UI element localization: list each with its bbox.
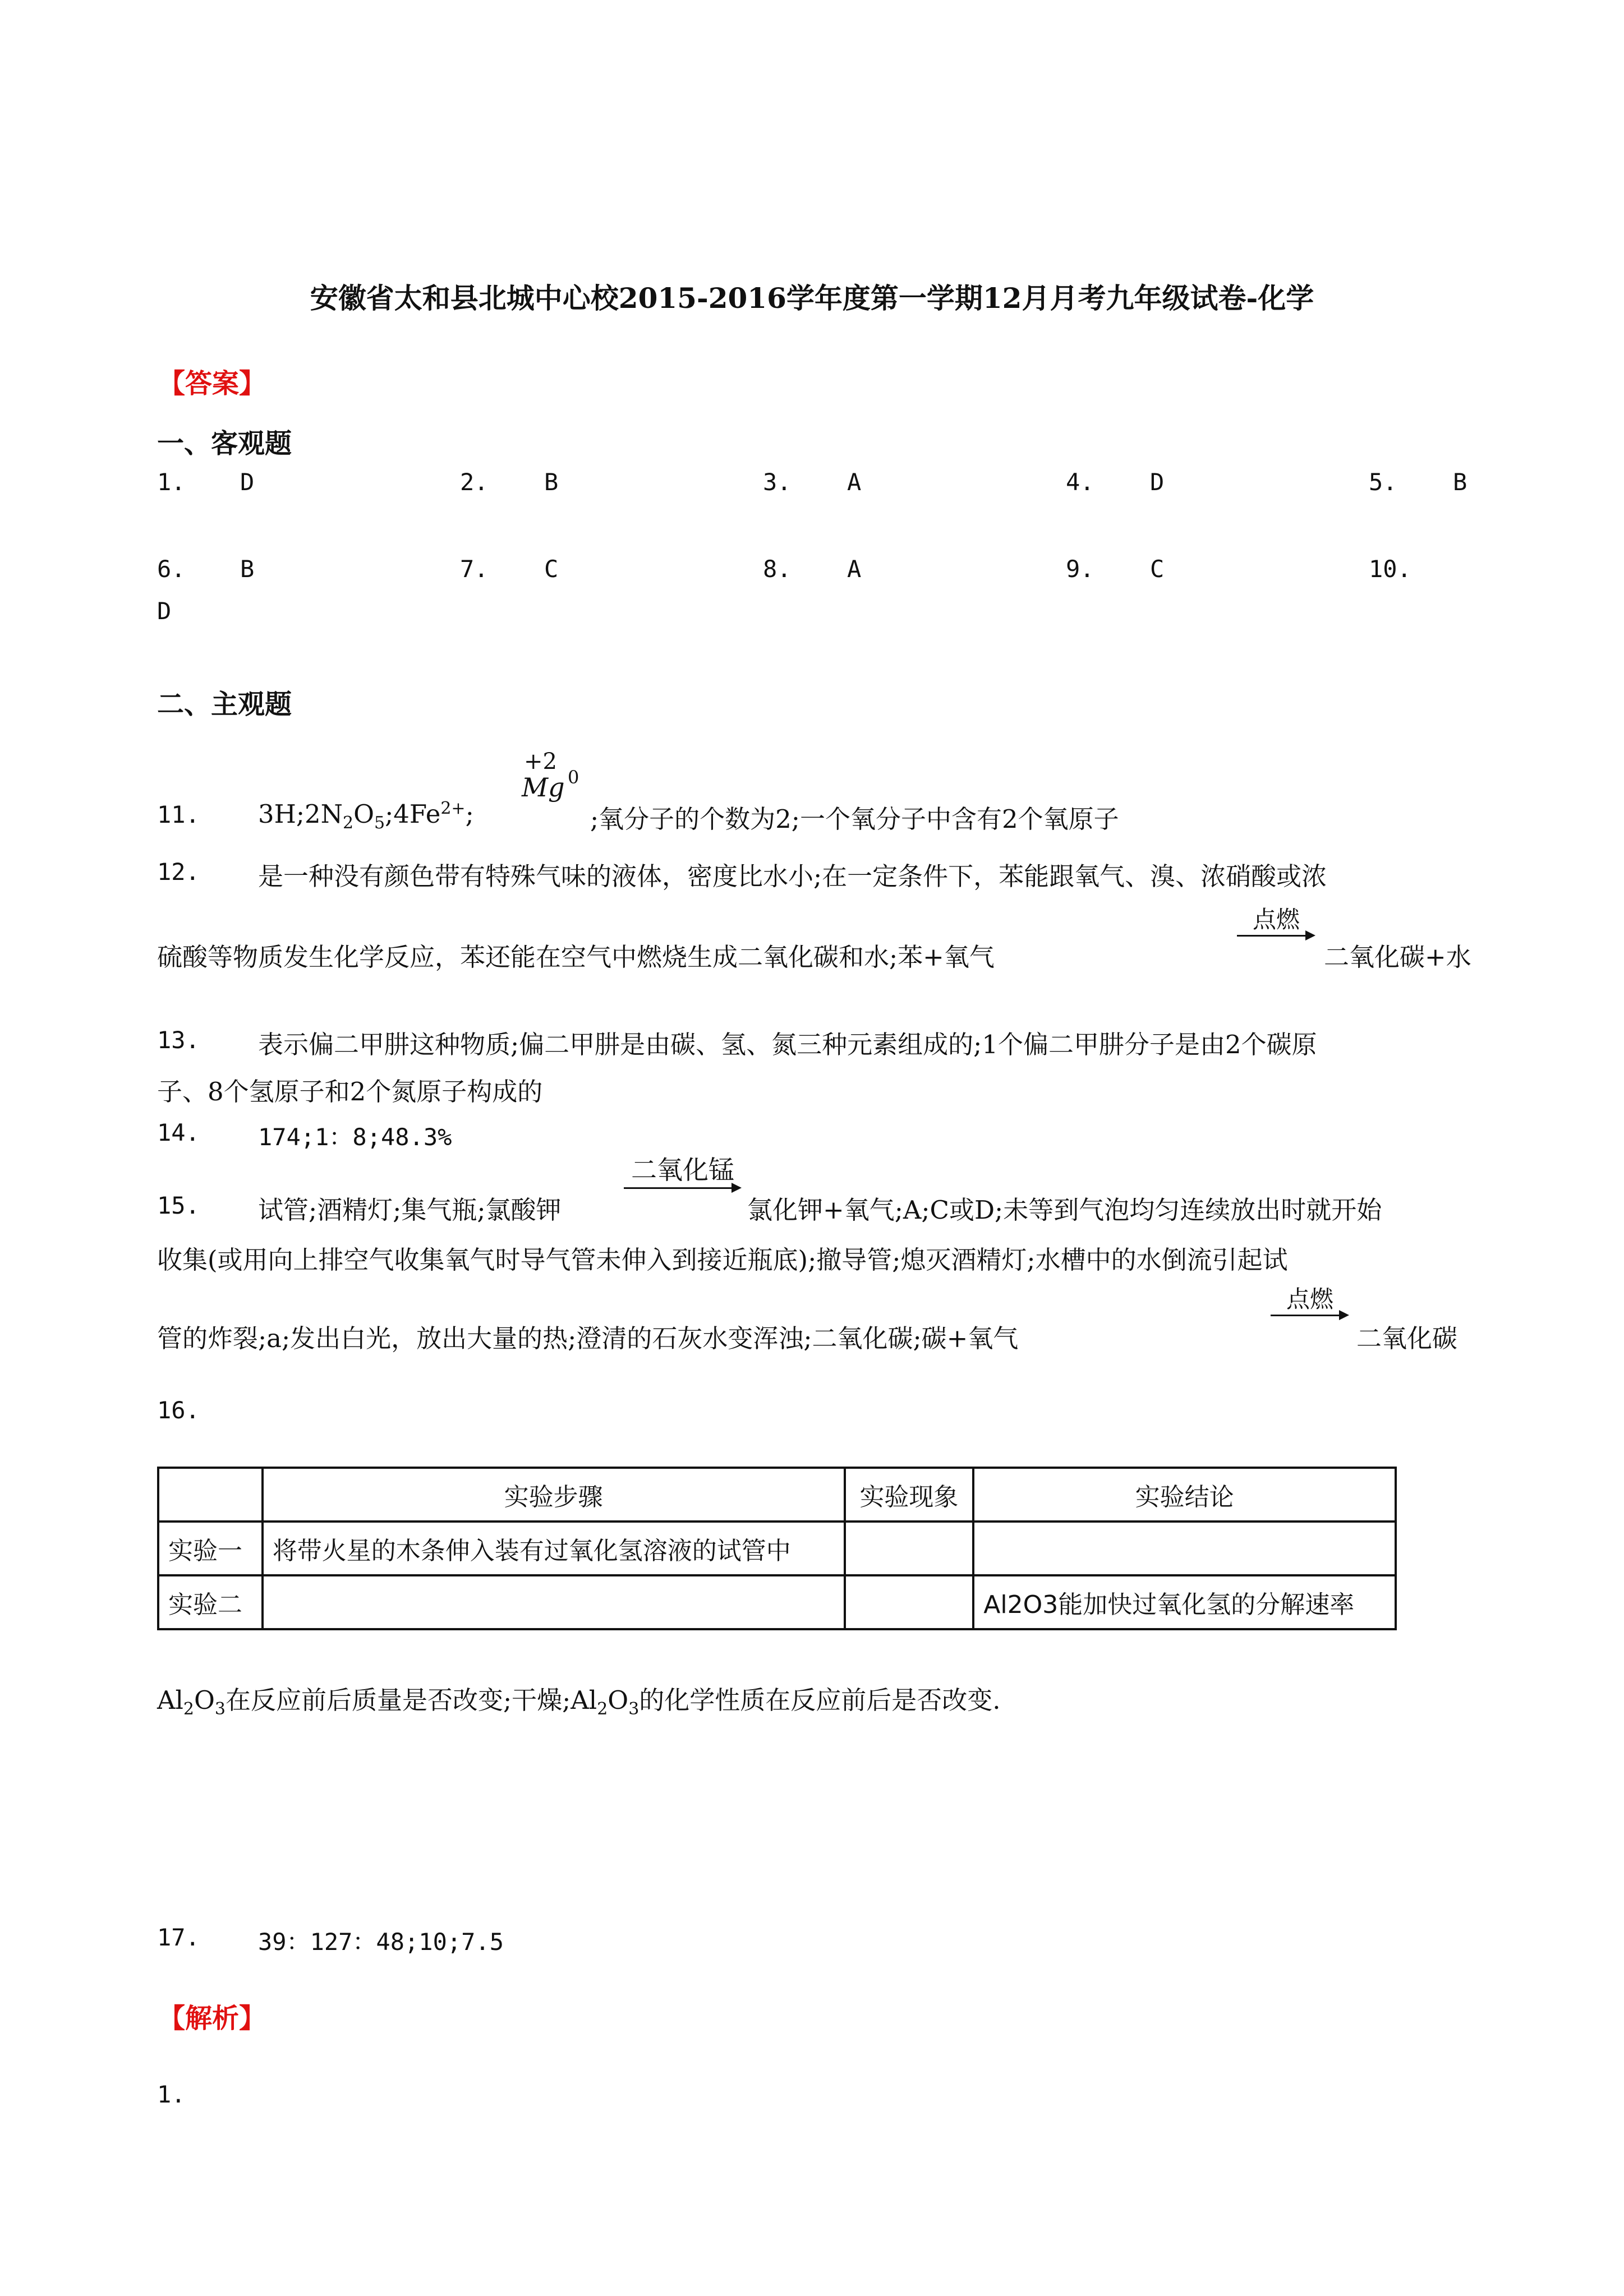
answer-choice: C [544,555,559,583]
answer-number: 8. [763,555,792,583]
question-12-line1: 是一种没有颜色带有特殊气味的液体，密度比水小;在一定条件下，苯能跟氧气、溴、浓硝酸或浓 [258,861,1327,891]
reaction-condition-arrow: 点燃 [1237,907,1315,939]
reaction-condition-arrow: 点燃 [1271,1287,1349,1318]
answer-number: 9. [1066,555,1094,583]
table-cell [973,1522,1396,1575]
answer-number: 7. [460,555,489,583]
answer-choice: D [157,597,172,625]
answer-choice: A [847,468,862,496]
answer-number: 5. [1369,468,1397,496]
table-row [158,1522,1396,1575]
table-header-cell [158,1468,263,1522]
question-13-line2: 子、8个氢原子和2个氮原子构成的 [157,1077,543,1106]
question-number: 17. [157,1924,200,1951]
answer-label: 【答案】 [158,368,266,399]
question-number: 13. [157,1026,200,1054]
question-11-answer-tail: ;氧分子的个数为2;一个氧分子中含有2个氧原子 [590,804,1119,834]
question-number: 14. [157,1119,200,1146]
table-cell: 实验一 [158,1522,263,1575]
question-13-line1: 表示偏二甲肼这种物质;偏二甲肼是由碳、氢、氮三种元素组成的;1个偏二甲肼分子是由2个碳原 [258,1030,1317,1059]
answer-number: 10. [1369,555,1411,583]
reaction-condition-arrow: 二氧化锰 [624,1155,742,1191]
answer-choice: B [240,555,255,583]
question-15-line2: 收集(或用向上排空气收集氧气时导气管未伸入到接近瓶底);撤导管;熄灭酒精灯;水槽中的水倒流引起试 [157,1245,1288,1275]
table-header-cell: 实验现象 [845,1468,974,1522]
question-12-line2: 硫酸等物质发生化学反应，苯还能在空气中燃烧生成二氧化碳和水;苯+氧气 [157,942,995,972]
section-objective-heading: 一、客观题 [157,428,292,459]
table-cell [845,1522,974,1575]
experiment-table [157,1467,1397,1630]
analysis-item-number: 1. [157,2081,186,2108]
answer-number: 1. [157,468,186,496]
answer-choice: D [240,468,255,496]
question-12-line2-tail: 二氧化碳+水 [1324,942,1471,972]
question-number: 11. [157,801,200,828]
table-cell: 将带火星的木条伸入装有过氧化氢溶液的试管中 [263,1522,845,1575]
answer-choice: D [1150,468,1165,496]
answer-number: 2. [460,468,489,496]
table-header-cell: 实验结论 [973,1468,1396,1522]
question-15-line1: 试管;酒精灯;集气瓶;氯酸钾 [258,1195,562,1225]
table-cell [845,1575,974,1629]
question-11-answer: $3H;2N_2O_5;4Fe^{2+}$; [258,799,474,833]
question-15-line1-tail: 氯化钾+氧气;A;C或D;未等到气泡均匀连续放出时就开始 [747,1195,1382,1225]
answer-number: 6. [157,555,186,583]
table-row [158,1575,1396,1629]
question-number: 15. [157,1192,200,1219]
question-number: 12. [157,858,200,886]
table-cell: Al2O3能加快过氧化氢的分解速率 [973,1575,1396,1629]
question-17-answer: 39：127：48;10;7.5 [258,1928,504,1956]
page-title: 安徽省太和县北城中心校2015-2016学年度第一学期12月月考九年级试卷-化学 [310,282,1314,315]
question-15-line3: 管的炸裂;a;发出白光，放出大量的热;澄清的石灰水变浑浊;二氧化碳;碳+氧气 [157,1324,1019,1353]
answer-choice: B [544,468,559,496]
question-14-answer: 174;1：8;48.3% [258,1123,452,1151]
section-subjective-heading: 二、主观题 [157,689,292,720]
question-15-line3-tail: 二氧化碳 [1356,1324,1458,1353]
question-number: 16. [157,1396,200,1424]
answer-choice: C [1150,555,1165,583]
answer-choice: A [847,555,862,583]
question-16-note: $Al_2O_3$在反应前后质量是否改变;干燥$;Al_2O_3$的化学性质在反应前后是否改变. [157,1685,1001,1719]
analysis-label: 【解析】 [158,2003,266,2034]
table-header-cell: 实验步骤 [263,1468,845,1522]
answer-number: 4. [1066,468,1094,496]
answer-number: 3. [763,468,792,496]
answer-choice: B [1453,468,1467,496]
table-header-row [158,1468,1396,1522]
table-cell [263,1575,845,1629]
table-cell: 实验二 [158,1575,263,1629]
